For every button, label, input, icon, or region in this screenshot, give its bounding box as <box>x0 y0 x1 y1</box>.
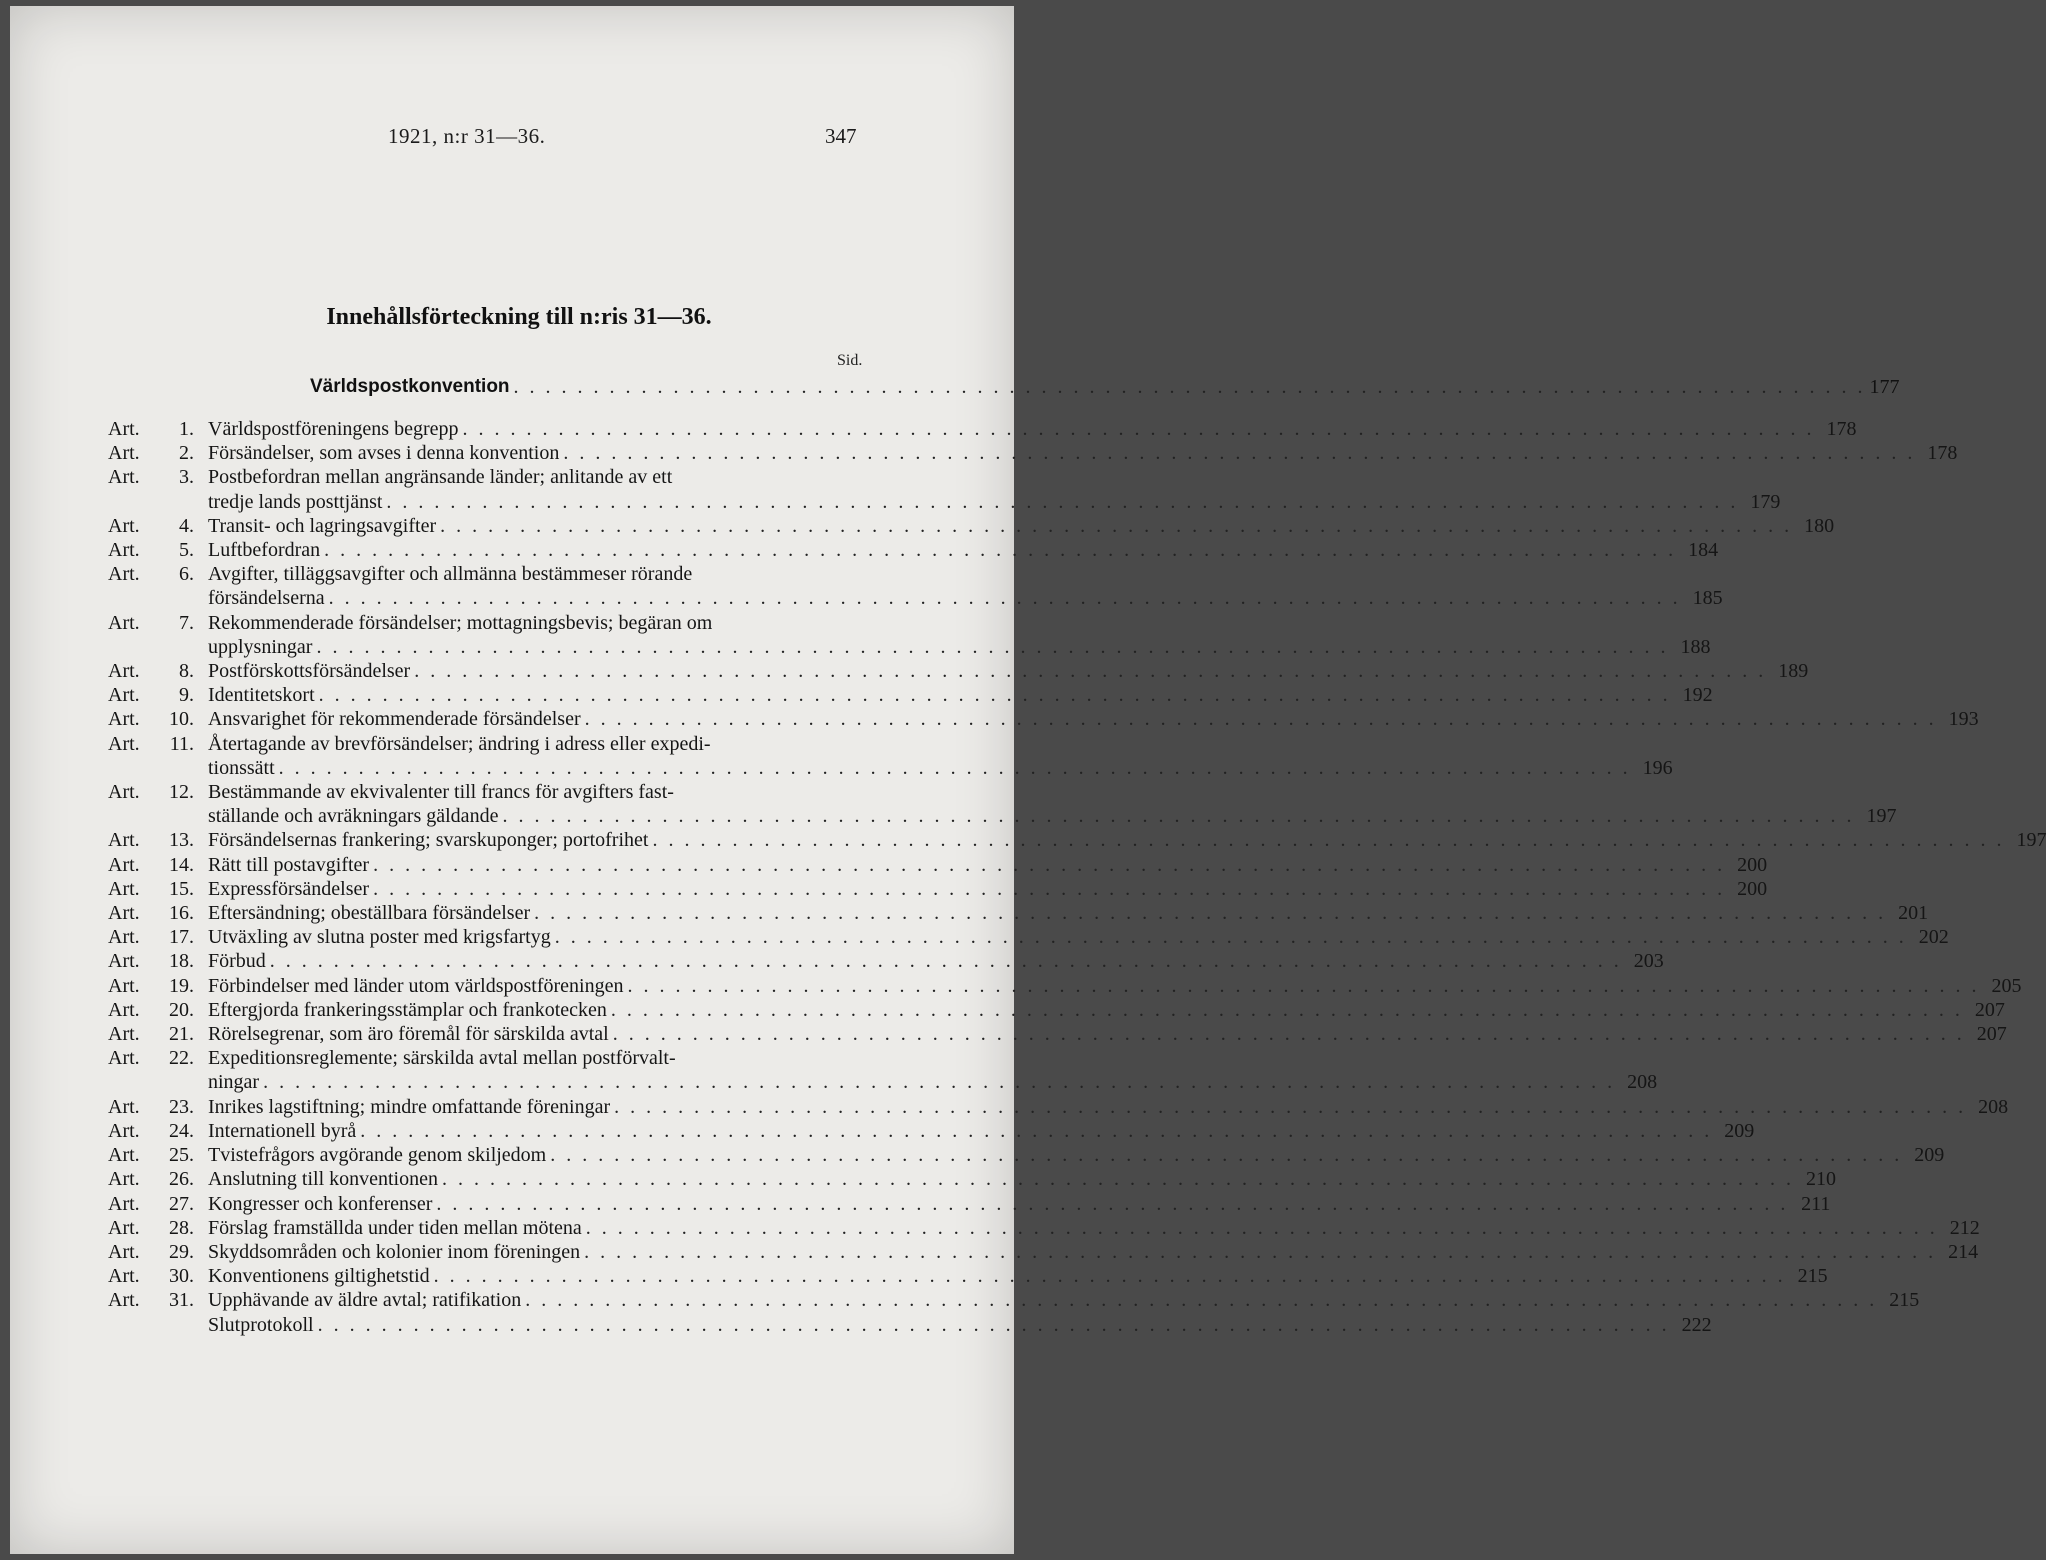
article-label: Art. <box>108 466 140 489</box>
entry-title: Återtagande av brevförsändelser; ändring i adress eller expedi- <box>208 732 711 755</box>
page-number: 180 <box>1804 514 1835 537</box>
toc-entry <box>108 659 1809 683</box>
article-number: 8. <box>179 660 194 683</box>
header-page-number: 347 <box>825 124 857 148</box>
article-label: Art. <box>108 998 140 1021</box>
page-number: 189 <box>1778 660 1809 683</box>
article-number: 7. <box>179 611 194 634</box>
page-number: 200 <box>1737 853 1768 876</box>
leader-dots <box>430 1264 1790 1288</box>
entry-body <box>208 683 1713 707</box>
toc-entry <box>108 707 1979 731</box>
article-label: Art. <box>108 1023 140 1046</box>
article-label: Art. <box>108 1216 140 1239</box>
leader-dots <box>266 949 1626 973</box>
page-column-label: Sid. <box>837 352 863 369</box>
article-label: Art. <box>108 1144 140 1167</box>
leader-dots <box>369 877 1729 901</box>
entry-line <box>208 1070 1657 1094</box>
entry-line <box>208 901 1928 925</box>
entry-title: tredje lands posttjänst <box>208 490 383 513</box>
toc-entry <box>108 1264 1828 1288</box>
page-number: 211 <box>1801 1192 1831 1215</box>
entry-title: Kongresser och konferenser <box>208 1192 433 1215</box>
page-number: 209 <box>1724 1119 1755 1142</box>
page-number: 201 <box>1898 902 1929 925</box>
entry-line <box>208 514 1834 538</box>
article-label: Art. <box>108 539 140 562</box>
entry-body <box>208 441 1957 465</box>
leader-dots <box>498 804 1858 828</box>
entry-line <box>208 707 1979 731</box>
article-number: 20. <box>169 998 194 1021</box>
article-label <box>108 1313 158 1337</box>
entry-title: Transit- och lagringsavgifter <box>208 514 437 537</box>
article-label: Art. <box>108 829 140 852</box>
entry-title: ställande och avräkningars gäldande <box>208 805 499 828</box>
toc-entry <box>108 780 1897 828</box>
article-label: Art. <box>108 926 140 949</box>
page-number: 202 <box>1918 926 1949 949</box>
entry-body <box>208 514 1834 538</box>
running-header <box>10 124 1014 154</box>
page-number: 200 <box>1737 877 1768 900</box>
entry-line <box>208 1264 1828 1288</box>
article-number: 27. <box>169 1192 194 1215</box>
page-number: 203 <box>1633 950 1664 973</box>
entry-body <box>208 828 2046 852</box>
entry-body <box>208 877 1767 901</box>
page-number: 210 <box>1806 1168 1836 1191</box>
article-label: Art. <box>108 853 140 876</box>
page-number: 212 <box>1949 1216 1980 1239</box>
entry-line <box>208 538 1718 562</box>
toc-entry <box>108 974 2022 998</box>
leader-dots <box>559 441 1919 465</box>
article-number: 6. <box>179 563 194 586</box>
entry-title: Anslutning till konventionen <box>208 1168 438 1191</box>
article-number: 18. <box>169 950 194 973</box>
entry-body <box>208 538 1718 562</box>
toc-entry <box>108 538 1719 562</box>
article-number: 29. <box>169 1240 194 1263</box>
entry-line <box>208 683 1713 707</box>
page-number: 179 <box>1750 490 1781 513</box>
page-number: 215 <box>1797 1265 1828 1288</box>
page-number: 207 <box>1976 1023 2007 1046</box>
article-number: 12. <box>169 781 194 804</box>
entry-body <box>208 998 2005 1022</box>
article-label: Art. <box>108 442 140 465</box>
article-label: Art. <box>108 563 140 586</box>
entry-line <box>208 635 1710 659</box>
article-number: 9. <box>179 684 194 707</box>
entry-title: försändelserna <box>208 587 325 610</box>
entry-title: Luftbefordran <box>208 539 321 562</box>
entry-title: Internationell byrå <box>208 1119 357 1142</box>
entry-line <box>208 1192 1830 1216</box>
toc-entry <box>108 1313 1712 1337</box>
entry-line <box>208 1143 1944 1167</box>
page-number: 215 <box>1889 1289 1920 1312</box>
entry-line <box>208 586 1723 610</box>
entry-line <box>208 659 1808 683</box>
header-issue: 1921, n:r 31—36. <box>388 124 546 148</box>
article-label: Art. <box>108 732 140 755</box>
entry-title: Postförskottsförsändelser <box>208 660 411 683</box>
entry-body <box>208 1095 2008 1119</box>
toc-entry <box>108 828 2046 852</box>
toc-entry <box>108 732 1673 780</box>
entry-title: Förbindelser med länder utom världspostföreningen <box>208 974 624 997</box>
section-heading <box>310 376 1900 399</box>
entry-title: Eftersändning; obeställbara försändelser <box>208 902 531 925</box>
page-number: 184 <box>1688 539 1719 562</box>
article-number: 5. <box>179 539 194 562</box>
toc-entry <box>108 514 1835 538</box>
entry-line <box>208 925 1949 949</box>
leader-dots <box>648 828 2008 852</box>
entry-title: Tvistefrågors avgörande genom skiljedom <box>208 1144 547 1167</box>
entry-body <box>208 465 1780 513</box>
leader-dots <box>607 998 1967 1022</box>
entry-body <box>208 1313 1712 1337</box>
toc-entry <box>108 901 1929 925</box>
page-number: 208 <box>1627 1071 1658 1094</box>
entry-line <box>208 828 2046 852</box>
toc-entry <box>108 949 1664 973</box>
entry-title: Upphävande av äldre avtal; ratifikation <box>208 1289 522 1312</box>
entry-title: Expeditionsreglemente; särskilda avtal mellan postförvalt- <box>208 1047 676 1070</box>
toc-entry <box>108 1046 1658 1094</box>
entry-title: Förslag framställda under tiden mellan mötena <box>208 1216 582 1239</box>
article-number <box>158 1313 208 1337</box>
leader-dots <box>410 659 1770 683</box>
entry-line <box>208 804 1896 828</box>
entry-body <box>208 1240 1978 1264</box>
entry-body <box>208 562 1723 610</box>
entry-body <box>208 780 1896 828</box>
article-label: Art. <box>108 1095 140 1118</box>
leader-dots <box>438 1167 1798 1191</box>
toc-entry <box>108 683 1713 707</box>
article-label: Art. <box>108 950 140 973</box>
entry-title: Rätt till postavgifter <box>208 853 370 876</box>
entry-title: Expressförsändelser <box>208 877 370 900</box>
page-number: 178 <box>1927 442 1958 465</box>
leader-dots <box>580 1240 1940 1264</box>
page-number: 197 <box>2016 829 2046 852</box>
article-label: Art. <box>108 902 140 925</box>
toc-list <box>108 417 2046 1337</box>
toc-entry <box>108 1167 1836 1191</box>
entry-title: Inrikes lagstiftning; mindre omfattande föreningar <box>208 1095 611 1118</box>
entry-line <box>208 417 1857 441</box>
entry-line <box>208 1313 1712 1337</box>
article-number: 16. <box>169 902 194 925</box>
article-label: Art. <box>108 684 140 707</box>
leader-dots <box>432 1192 1792 1216</box>
article-label: Art. <box>108 1192 140 1215</box>
article-label: Art. <box>108 877 140 900</box>
entry-body <box>208 974 2021 998</box>
leader-dots <box>582 1216 1942 1240</box>
toc-entry <box>108 1119 1755 1143</box>
article-label: Art. <box>108 781 140 804</box>
entry-title: Identitetskort <box>208 684 315 707</box>
leader-dots <box>314 1313 1674 1337</box>
page-number: 207 <box>1974 998 2005 1021</box>
entry-body <box>208 1022 2007 1046</box>
article-number: 1. <box>179 418 194 440</box>
entry-line <box>208 1046 1657 1070</box>
entry-title: upplysningar <box>208 635 313 658</box>
entry-body <box>208 949 1664 973</box>
leader-dots <box>546 1143 1906 1167</box>
leader-dots <box>581 707 1941 731</box>
entry-line <box>208 562 1723 586</box>
entry-body <box>208 417 1857 441</box>
article-number: 4. <box>179 514 194 537</box>
page-number: 178 <box>1826 418 1857 440</box>
entry-line <box>208 732 1673 756</box>
article-label: Art. <box>108 708 140 731</box>
section-page: 177 <box>1869 376 1900 398</box>
entry-body <box>208 1046 1657 1094</box>
leader-dots <box>610 1095 1970 1119</box>
article-number: 23. <box>169 1095 194 1118</box>
article-number: 14. <box>169 853 194 876</box>
entry-line <box>208 1288 1919 1312</box>
toc-entry <box>108 1143 1945 1167</box>
leader-dots <box>320 538 1680 562</box>
page-number: 214 <box>1948 1240 1979 1263</box>
article-number: 15. <box>169 877 194 900</box>
toc-entry <box>108 877 1768 901</box>
entry-title: Eftergjorda frankeringsstämplar och frankotecken <box>208 998 607 1021</box>
article-label: Art. <box>108 1240 140 1263</box>
article-label: Art. <box>108 611 140 634</box>
leader-dots <box>312 635 1672 659</box>
leader-dots <box>369 853 1729 877</box>
entry-body <box>208 1264 1828 1288</box>
article-label: Art. <box>108 514 140 537</box>
section-label: Världspostkonvention <box>310 376 510 397</box>
entry-line <box>208 441 1957 465</box>
entry-line <box>208 1167 1836 1191</box>
leader-dots <box>259 1070 1619 1094</box>
page-number: 208 <box>1978 1095 2009 1118</box>
page-number: 188 <box>1680 635 1711 658</box>
entry-body <box>208 1192 1830 1216</box>
leader-dots <box>459 417 1819 441</box>
article-label: Art. <box>108 1168 140 1191</box>
article-number: 26. <box>169 1168 194 1191</box>
entry-line <box>208 1095 2008 1119</box>
entry-line <box>208 1216 1980 1240</box>
article-label: Art. <box>108 1265 140 1288</box>
entry-line <box>208 998 2005 1022</box>
entry-body <box>208 1216 1980 1240</box>
entry-body <box>208 1143 1944 1167</box>
entry-title: Avgifter, tilläggsavgifter och allmänna bestämmeser rörande <box>208 563 693 586</box>
leader-dots <box>356 1119 1716 1143</box>
entry-title: Världspostföreningens begrepp <box>208 418 459 440</box>
entry-body <box>208 901 1928 925</box>
article-label: Art. <box>108 1289 140 1312</box>
toc-entry <box>108 998 2005 1022</box>
entry-line <box>208 853 1767 877</box>
entry-title: ningar <box>208 1071 260 1094</box>
entry-line <box>208 949 1664 973</box>
article-number: 11. <box>169 732 194 755</box>
leader-dots <box>325 586 1685 610</box>
page-title: Innehållsförteckning till n:ris 31—36. <box>326 304 712 330</box>
entry-body <box>208 1119 1754 1143</box>
article-number: 13. <box>169 829 194 852</box>
toc-entry <box>108 611 1711 659</box>
article-number: 24. <box>169 1119 194 1142</box>
leader-dots <box>521 1288 1881 1312</box>
entry-title: Rekommenderade försändelser; mottagningsbevis; begäran om <box>208 611 713 634</box>
entry-line <box>208 756 1673 780</box>
entry-line <box>208 974 2021 998</box>
leader-dots <box>382 490 1742 514</box>
page-number: 205 <box>1991 974 2022 997</box>
article-number: 10. <box>169 708 194 731</box>
article-label: Art. <box>108 660 140 683</box>
article-number: 31. <box>169 1289 194 1312</box>
entry-line <box>208 1240 1978 1264</box>
toc-entry <box>108 1216 1980 1240</box>
toc-entry <box>108 925 1949 949</box>
entry-line <box>208 1022 2007 1046</box>
leader-dots <box>551 925 1911 949</box>
article-number: 19. <box>169 974 194 997</box>
entry-body <box>208 853 1767 877</box>
entry-line <box>208 611 1710 635</box>
book-page <box>10 6 2046 1554</box>
entry-line <box>208 490 1780 514</box>
page-number: 209 <box>1914 1144 1945 1167</box>
entry-title: Försändelsernas frankering; svarskuponger; portofrihet <box>208 829 649 852</box>
entry-title: tionssätt <box>208 756 275 779</box>
entry-body <box>208 1288 1919 1312</box>
toc-entry <box>108 562 1723 610</box>
entry-title: Rörelsegrenar, som äro föremål för särskilda avtal <box>208 1023 609 1046</box>
page-number: 222 <box>1681 1313 1712 1336</box>
leader-dots <box>315 683 1675 707</box>
toc-entry <box>108 1095 2009 1119</box>
article-number: 21. <box>169 1023 194 1046</box>
toc-entry <box>108 1192 1831 1216</box>
entry-title: Utväxling av slutna poster med krigsfartyg <box>208 926 551 949</box>
toc-entry <box>108 441 1958 465</box>
entry-body <box>208 611 1710 659</box>
article-label: Art. <box>108 418 140 440</box>
page-number: 197 <box>1866 805 1897 828</box>
article-number: 3. <box>179 466 194 489</box>
leader-dots <box>530 901 1890 925</box>
entry-line <box>208 465 1780 489</box>
toc-entry <box>108 853 1768 877</box>
page-number: 193 <box>1948 708 1979 731</box>
entry-body <box>208 707 1979 731</box>
article-number: 2. <box>179 442 194 465</box>
article-number: 30. <box>169 1265 194 1288</box>
leader-dots <box>436 514 1796 538</box>
toc-entry <box>108 1240 1979 1264</box>
article-label: Art. <box>108 1119 140 1142</box>
entry-body <box>208 732 1673 780</box>
leader-dots <box>609 1022 1969 1046</box>
toc-entry <box>108 1288 1920 1312</box>
entry-body <box>208 1167 1836 1191</box>
entry-title: Ansvarighet för rekommenderade försändelser <box>208 708 581 731</box>
leader-dots <box>510 376 1870 399</box>
article-number: 22. <box>169 1047 194 1070</box>
entry-title: Bestämmande av ekvivalenter till francs för avgifters fast- <box>208 781 674 804</box>
leader-dots <box>623 974 1983 998</box>
entry-line <box>208 1119 1754 1143</box>
article-number: 17. <box>169 926 194 949</box>
entry-title: Konventionens giltighetstid <box>208 1265 430 1288</box>
page-number: 196 <box>1642 756 1673 779</box>
page-number: 185 <box>1692 587 1723 610</box>
article-number: 28. <box>169 1216 194 1239</box>
article-label: Art. <box>108 974 140 997</box>
entry-title: Skyddsområden och kolonier inom föreningen <box>208 1240 581 1263</box>
entry-title: Försändelser, som avses i denna konvention <box>208 442 560 465</box>
page-number: 192 <box>1682 684 1713 707</box>
article-number: 25. <box>169 1144 194 1167</box>
entry-title: Förbud <box>208 950 266 973</box>
leader-dots <box>275 756 1635 780</box>
entry-line <box>208 780 1896 804</box>
toc-entry <box>108 465 1781 513</box>
entry-body <box>208 925 1949 949</box>
entry-body <box>208 659 1808 683</box>
toc-entry <box>108 417 1857 441</box>
entry-title: Slutprotokoll <box>208 1313 314 1336</box>
article-label: Art. <box>108 1047 140 1070</box>
toc-entry <box>108 1022 2007 1046</box>
entry-title: Postbefordran mellan angränsande länder; anlitande av ett <box>208 466 673 489</box>
entry-line <box>208 877 1767 901</box>
